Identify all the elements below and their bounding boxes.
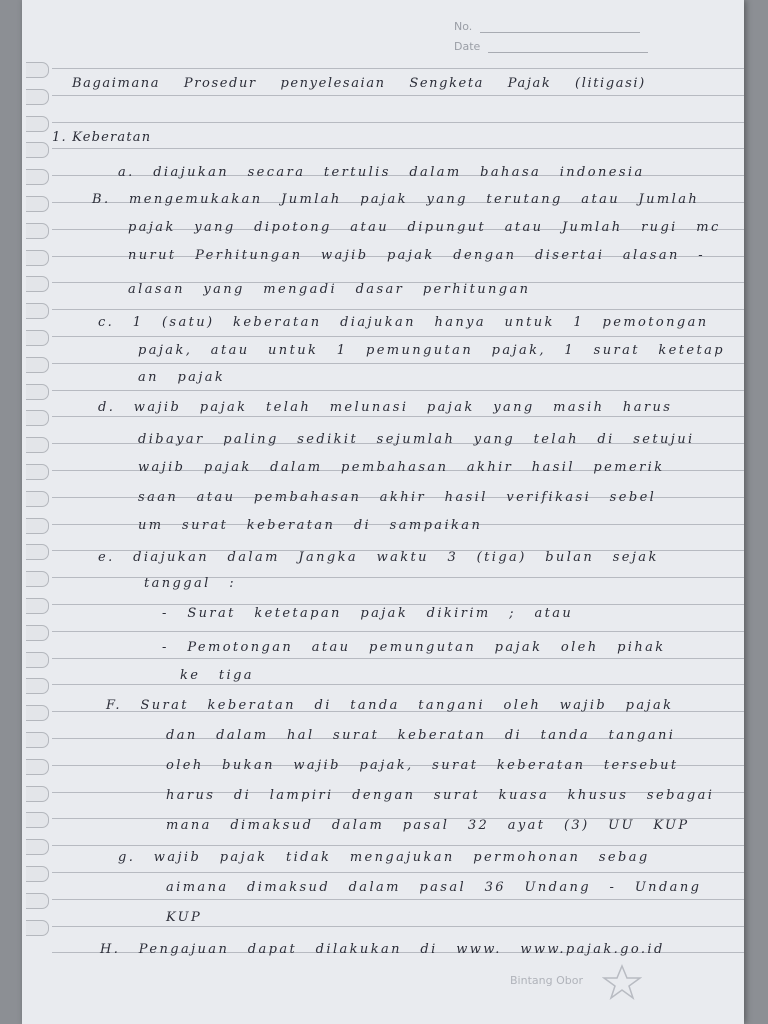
ruled-line bbox=[52, 845, 744, 846]
ruled-line bbox=[52, 658, 744, 659]
handwritten-line: d. wajib pajak telah melunasi pajak yang masih harus bbox=[98, 400, 673, 415]
binding-tab bbox=[26, 652, 49, 668]
ruled-line bbox=[52, 122, 744, 123]
binding-tab bbox=[26, 464, 49, 480]
date-label: Date bbox=[454, 40, 481, 53]
handwritten-line: tanggal : bbox=[144, 576, 237, 591]
ruled-line bbox=[52, 604, 744, 605]
binding-tab bbox=[26, 357, 49, 373]
binding-tab bbox=[26, 759, 49, 775]
handwritten-line: harus di lampiri dengan surat kuasa khusus sebagai bbox=[166, 788, 715, 803]
binding-tab bbox=[26, 384, 49, 400]
binding-tab bbox=[26, 518, 49, 534]
binding-tab bbox=[26, 116, 49, 132]
handwritten-line: g. wajib pajak tidak mengajukan permohonan sebag bbox=[118, 850, 650, 865]
date-field bbox=[454, 40, 648, 53]
no-field bbox=[454, 20, 640, 33]
binding-tab bbox=[26, 705, 49, 721]
handwritten-line: pajak, atau untuk 1 pemungutan pajak, 1 surat ketetap bbox=[138, 343, 725, 358]
binding-tab bbox=[26, 223, 49, 239]
handwritten-line: nurut Perhitungan wajib pajak dengan disertai alasan - bbox=[128, 248, 706, 263]
handwritten-line: F. Surat keberatan di tanda tangani oleh wajib pajak bbox=[106, 698, 674, 713]
binding-tab bbox=[26, 410, 49, 426]
notebook-page bbox=[22, 0, 744, 1024]
binding-tab bbox=[26, 920, 49, 936]
handwritten-line: - Pemotongan atau pemungutan pajak oleh pihak bbox=[162, 640, 666, 655]
ruled-line bbox=[52, 684, 744, 685]
handwritten-line: KUP bbox=[166, 910, 203, 925]
ruled-line bbox=[52, 336, 744, 337]
binding-tab bbox=[26, 571, 49, 587]
ruled-line bbox=[52, 68, 744, 69]
binding-tab bbox=[26, 544, 49, 560]
handwritten-line: um surat keberatan di sampaikan bbox=[138, 518, 483, 533]
brand-name: Bintang Obor bbox=[510, 974, 583, 987]
binding-tab bbox=[26, 196, 49, 212]
binding-tab bbox=[26, 276, 49, 292]
binding-tab bbox=[26, 786, 49, 802]
binding-tab bbox=[26, 839, 49, 855]
handwritten-line: c. 1 (satu) keberatan diajukan hanya untuk 1 pemotongan bbox=[98, 315, 709, 330]
page-title: Bagaimana Prosedur penyelesaian Sengketa Pajak (litigasi) bbox=[72, 76, 646, 91]
binding-tab bbox=[26, 169, 49, 185]
handwritten-line: B. mengemukakan Jumlah pajak yang terutang atau Jumlah bbox=[92, 192, 700, 207]
binding-tab bbox=[26, 491, 49, 507]
ruled-line bbox=[52, 899, 744, 900]
ruled-line bbox=[52, 390, 744, 391]
binding-tab bbox=[26, 330, 49, 346]
handwritten-line: e. diajukan dalam Jangka waktu 3 (tiga) bulan sejak bbox=[98, 550, 659, 565]
binding-tab bbox=[26, 250, 49, 266]
ruled-line bbox=[52, 363, 744, 364]
handwritten-line: ke tiga bbox=[180, 668, 254, 683]
handwritten-line: aimana dimaksud dalam pasal 36 Undang - Undang bbox=[166, 880, 702, 895]
section-heading: 1. Keberatan bbox=[52, 130, 152, 145]
date-rule bbox=[488, 52, 648, 53]
binding-tab bbox=[26, 437, 49, 453]
binding-tabs bbox=[22, 62, 44, 942]
binding-tab bbox=[26, 303, 49, 319]
handwritten-line: alasan yang mengadi dasar perhitungan bbox=[128, 282, 531, 297]
binding-tab bbox=[26, 89, 49, 105]
binding-tab bbox=[26, 893, 49, 909]
handwritten-line: oleh bukan wajib pajak, surat keberatan tersebut bbox=[166, 758, 679, 773]
ruled-line bbox=[52, 872, 744, 873]
ruled-line bbox=[52, 148, 744, 149]
binding-tab bbox=[26, 732, 49, 748]
star-logo-icon bbox=[602, 964, 642, 1000]
binding-tab bbox=[26, 62, 49, 78]
handwritten-line: a. diajukan secara tertulis dalam bahasa indonesia bbox=[118, 165, 645, 180]
binding-tab bbox=[26, 866, 49, 882]
binding-tab bbox=[26, 598, 49, 614]
ruled-line bbox=[52, 95, 744, 96]
handwritten-line: pajak yang dipotong atau dipungut atau Jumlah rugi mc bbox=[128, 220, 721, 235]
no-label: No. bbox=[454, 20, 473, 33]
handwritten-line: saan atau pembahasan akhir hasil verifikasi sebel bbox=[138, 490, 657, 505]
ruled-line bbox=[52, 631, 744, 632]
handwritten-line: mana dimaksud dalam pasal 32 ayat (3) UU KUP bbox=[166, 818, 690, 833]
ruled-line bbox=[52, 309, 744, 310]
binding-tab bbox=[26, 678, 49, 694]
binding-tab bbox=[26, 142, 49, 158]
binding-tab bbox=[26, 625, 49, 641]
handwritten-line: wajib pajak dalam pembahasan akhir hasil pemerik bbox=[138, 460, 665, 475]
handwritten-line: H. Pengajuan dapat dilakukan di www. www.pajak.go.id bbox=[100, 942, 665, 957]
handwritten-line: an pajak bbox=[138, 370, 226, 385]
handwritten-line: dan dalam hal surat keberatan di tanda tangani bbox=[166, 728, 676, 743]
binding-tab bbox=[26, 812, 49, 828]
no-rule bbox=[480, 32, 640, 33]
handwritten-line: - Surat ketetapan pajak dikirim ; atau bbox=[162, 606, 574, 621]
handwritten-line: dibayar paling sedikit sejumlah yang telah di setujui bbox=[138, 432, 695, 447]
ruled-line bbox=[52, 926, 744, 927]
ruled-line bbox=[52, 416, 744, 417]
